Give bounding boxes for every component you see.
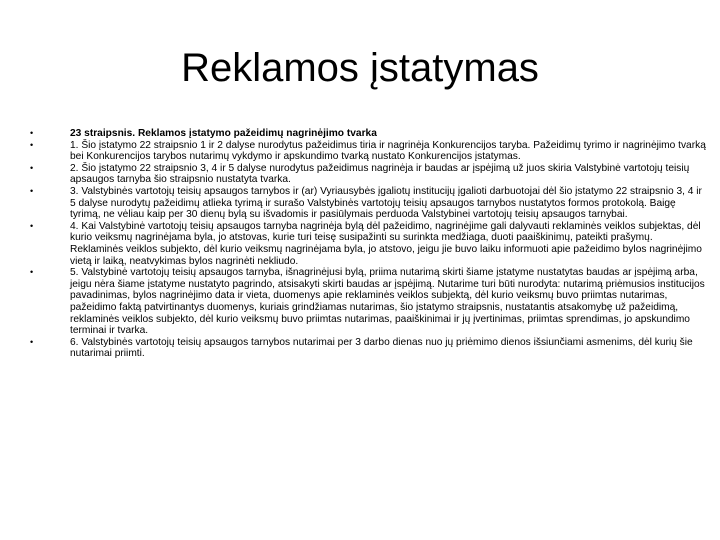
list-item (30, 337, 706, 360)
bullet-icon: • (30, 162, 34, 173)
list-item-text: 2. Šio įstatymo 22 straipsnio 3, 4 ir 5 dalyse nurodytus pažeidimus nagrinėja ir baudas ar įspėjimą už juos skiria Valstybinė vartotojų teisių apsaugos tarnyba šio straipsnio nustatyta tvarka. (70, 162, 690, 186)
slide-title: Reklamos įstatymas (181, 46, 539, 90)
list-item-text: 1. Šio įstatymo 22 straipsnio 1 ir 2 dalyse nurodytus pažeidimus tiria ir nagrinėja Konkurencijos taryba. Pažeidimų tyrimo ir nagrinėjimo tvarką bei Konkurencijos tarybos nutarimų vykdymo ir apskundimo tvarką nustato Konkurencijos įstatymas. (70, 139, 706, 163)
bullet-icon: • (30, 336, 34, 347)
bullet-icon: • (30, 220, 34, 231)
list-item (30, 128, 706, 140)
list-item-text: 3. Valstybinės vartotojų teisių apsaugos tarnybos ir (ar) Vyriausybės įgaliotų institucijų įgalioti darbuotojai dėl šio įstatymo 22 straipsnio 3, 4 ir 5 dalyse nurodytų pažeidimų atlieka tyrimą ir surašo Valstybinės vartotojų teisių apsaugos tarnybos nustatytos formos protokolą. Baigę tyrimą, ne vėliau kaip per 30 dienų bylą su išvadomis ir pasiūlymais perduoda Valstybinei vartotojų teisių apsaugos tarnybai. (70, 185, 702, 221)
bullet-icon: • (30, 267, 34, 278)
bullet-icon: • (30, 185, 34, 196)
bullet-list (30, 128, 706, 360)
bullet-icon: • (30, 128, 34, 138)
list-item (30, 267, 706, 337)
list-item-text: 5. Valstybinė vartotojų teisių apsaugos tarnyba, išnagrinėjusi bylą, priima nutarimą skirti šiame įstatyme nustatytas baudas ar įspėjimą arba, jeigu nėra šiame įstatyme nustatyto pagrindo, atsisakyti skirti baudas ar įspėjimą. Nutarime turi būti nurodyta: nutarimą priėmusios institucijos pavadinimas, bylos nagrinėjimo data ir vieta, duomenys apie reklaminės veiklos subjektą, dėl kurio veiksmų buvo priimtas nutarimas, pažeidimo faktą patvirtinantys duomenys, kuriais grindžiamas nutarimas, šio įstatymo straipsnis, nustatantis atsakomybę už pažeidimą, reklaminės veiklos subjekto, dėl kurio veiksmų buvo priimtas nutarimas, paaiškinimai ir jų įvertinimas, priimtas sprendimas, jo apskundimo terminai ir tvarka. (70, 267, 705, 337)
list-item (30, 140, 706, 163)
list-item (30, 221, 706, 267)
list-item (30, 186, 706, 221)
list-item-text: 6. Valstybinės vartotojų teisių apsaugos tarnybos nutarimai per 3 darbo dienas nuo jų priėmimo dienos išsiunčiami asmenims, dėl kurių šie nutarimai priimti. (70, 336, 693, 360)
bullet-icon: • (30, 139, 34, 150)
article-heading: 23 straipsnis. Reklamos įstatymo pažeidimų nagrinėjimo tvarka (70, 128, 377, 139)
list-item-text: 4. Kai Valstybinė vartotojų teisių apsaugos tarnyba nagrinėja bylą dėl pažeidimo, nagrinėjime gali dalyvauti reklaminės veiklos subjektas, dėl kurio veiksmų nagrinėjama byla, jo atstovas, kurie turi teisę susipažinti su surinkta medžiaga, duoti paaiškinimų, pateikti prašymų. Reklaminės veiklos subjekto, dėl kurio veiksmų nagrinėjama byla, jo atstovo, jeigu jie buvo laiku informuoti apie pažeidimo bylos nagrinėjimo vietą ir laiką, neatvykimas bylos nagrinėti nekliudo. (70, 220, 702, 267)
list-item (30, 163, 706, 186)
